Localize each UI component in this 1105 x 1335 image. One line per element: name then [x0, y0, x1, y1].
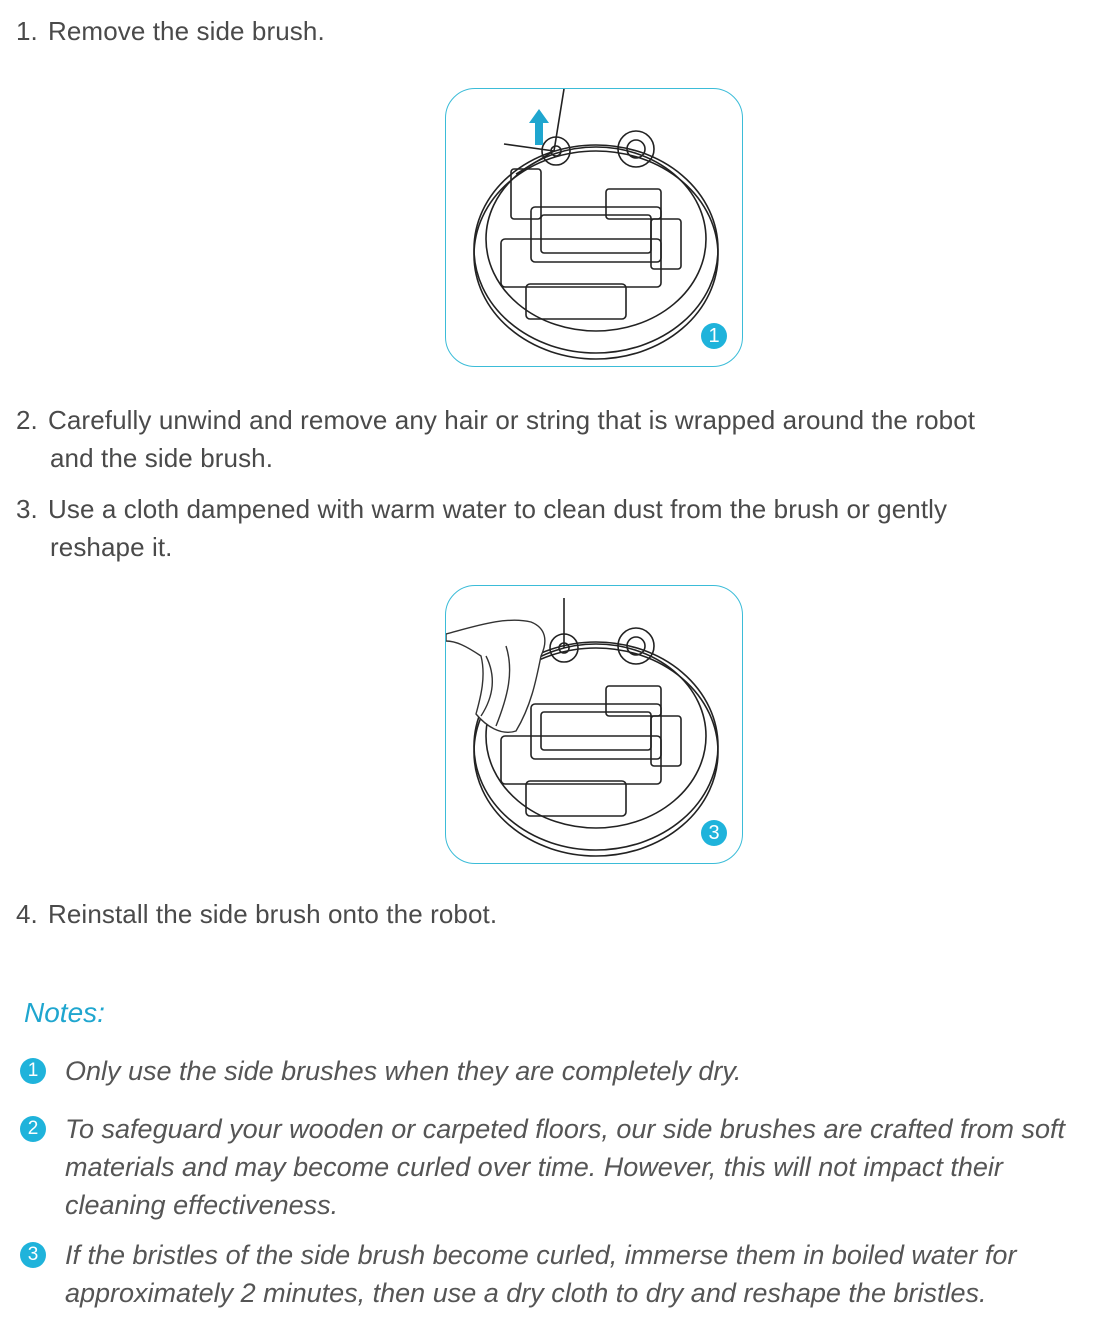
note-item-1 [20, 1052, 1090, 1090]
note-badge: 2 [20, 1116, 46, 1142]
step-number: 3. [16, 494, 38, 524]
figure-remove-brush [445, 88, 743, 367]
step-1 [16, 12, 1086, 50]
note-badge: 1 [20, 1058, 46, 1084]
robot-remove-brush-illustration [446, 89, 743, 367]
note-item-2 [20, 1110, 1090, 1224]
figure-badge: 1 [701, 323, 727, 349]
step-text-line2: reshape it. [50, 532, 173, 562]
figure-badge: 3 [701, 820, 727, 846]
note-text: If the bristles of the side brush become curled, immerse them in boiled water for approximately 2 minutes, then use a dry cloth to dry and reshape the bristles. [65, 1240, 1017, 1308]
robot-clean-brush-illustration [446, 586, 743, 864]
step-text-line2: and the side brush. [50, 443, 274, 473]
notes-title: Notes: [24, 997, 105, 1028]
step-text: Remove the side brush. [48, 16, 325, 46]
step-text: Reinstall the side brush onto the robot. [48, 899, 498, 929]
step-text-line1: Use a cloth dampened with warm water to clean dust from the brush or gently [48, 494, 948, 524]
note-text: Only use the side brushes when they are completely dry. [65, 1056, 742, 1086]
cloth-hand-icon [446, 620, 545, 732]
step-number: 2. [16, 405, 38, 435]
figure-clean-brush [445, 585, 743, 864]
note-item-3 [20, 1236, 1090, 1312]
step-4 [16, 895, 1086, 933]
step-3 [16, 490, 1086, 566]
step-number: 1. [16, 16, 38, 46]
step-text-line1: Carefully unwind and remove any hair or string that is wrapped around the robot [48, 405, 976, 435]
note-text: To safeguard your wooden or carpeted floors, our side brushes are crafted from soft materials and may become curled over time. However, this will not impact their cleaning effectiveness. [65, 1114, 1066, 1220]
step-number: 4. [16, 899, 38, 929]
step-2 [16, 401, 1086, 477]
arrow-up-icon [529, 109, 549, 145]
note-badge: 3 [20, 1242, 46, 1268]
